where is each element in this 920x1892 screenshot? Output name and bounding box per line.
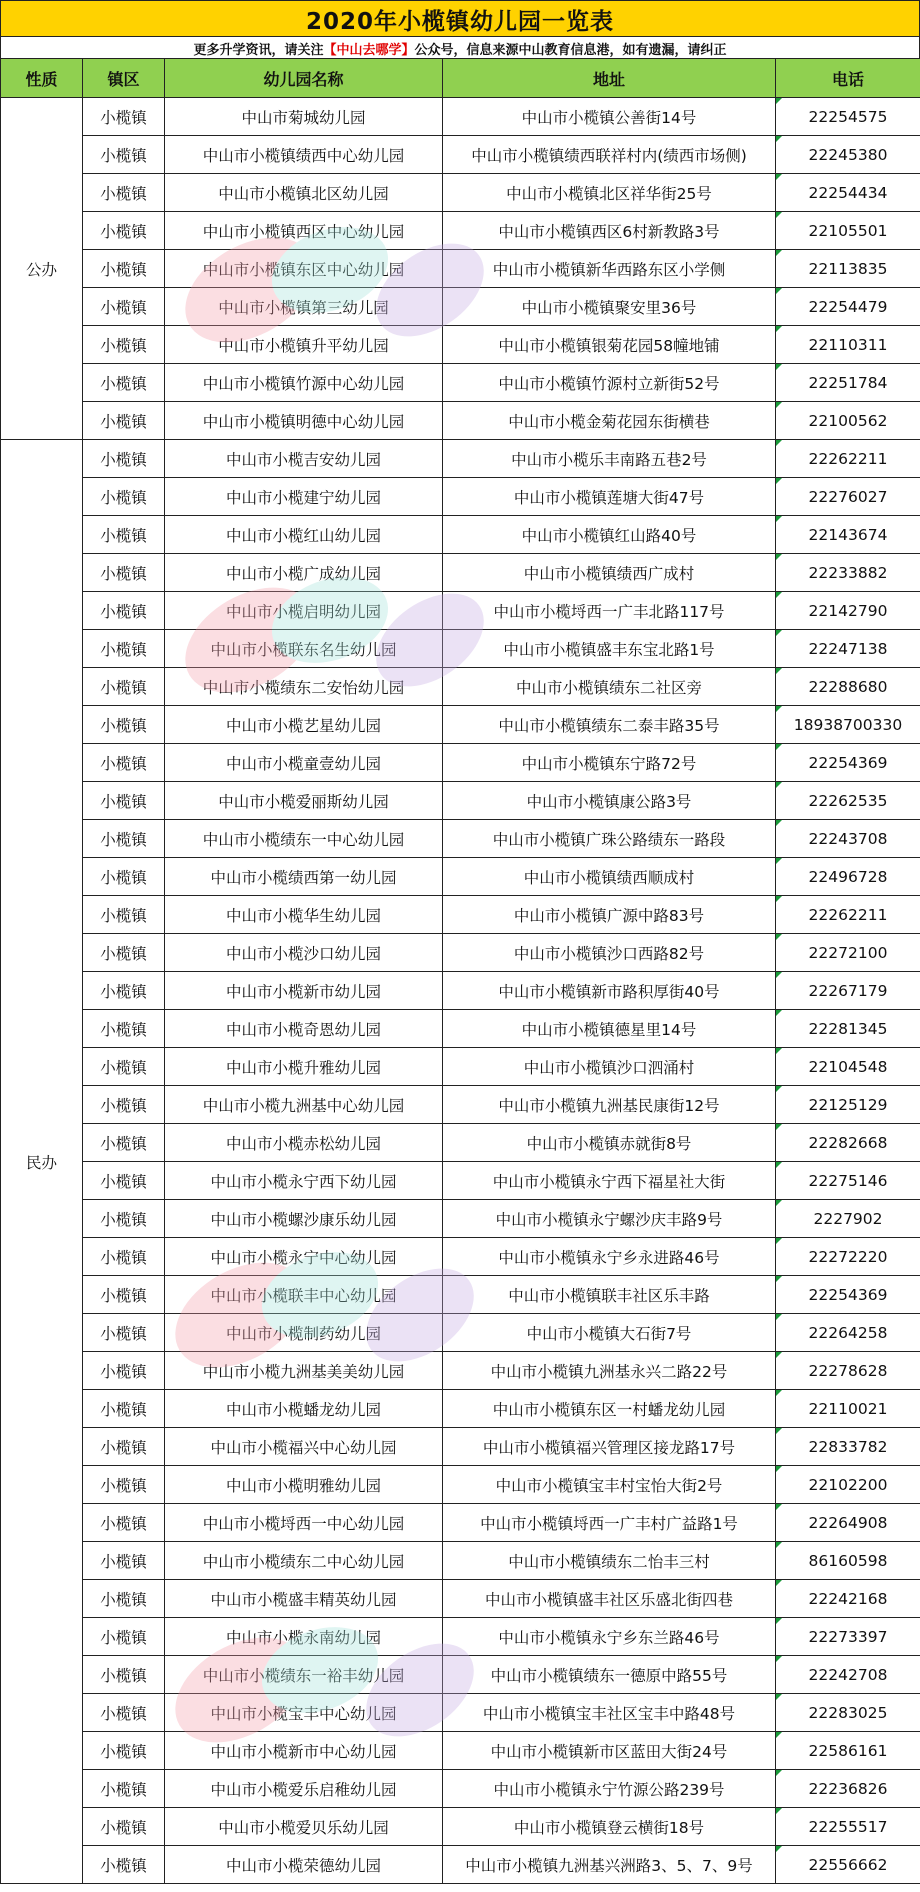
town-cell: 小榄镇 bbox=[83, 364, 165, 402]
table-row bbox=[1, 744, 920, 782]
address-cell: 中山市小榄镇新市路积厚街40号 bbox=[443, 972, 776, 1010]
name-cell: 中山市小榄艺星幼儿园 bbox=[165, 706, 443, 744]
name-cell: 中山市小榄永宁西下幼儿园 bbox=[165, 1162, 443, 1200]
header-town: 镇区 bbox=[83, 59, 165, 98]
town-cell: 小榄镇 bbox=[83, 1770, 165, 1808]
phone-cell: 22242708 bbox=[776, 1656, 920, 1694]
town-cell: 小榄镇 bbox=[83, 858, 165, 896]
address-cell: 中山市小榄镇宝丰村宝怡大街2号 bbox=[443, 1466, 776, 1504]
table-row bbox=[1, 1124, 920, 1162]
address-cell: 中山市小榄镇沙口西路82号 bbox=[443, 934, 776, 972]
address-cell: 中山市小榄镇绩西联祥村内(绩西市场侧) bbox=[443, 136, 776, 174]
town-cell: 小榄镇 bbox=[83, 1580, 165, 1618]
address-cell: 中山市小榄镇永宁乡永进路46号 bbox=[443, 1238, 776, 1276]
phone-cell: 22236826 bbox=[776, 1770, 920, 1808]
name-cell: 中山市小榄镇明德中心幼儿园 bbox=[165, 402, 443, 440]
town-cell: 小榄镇 bbox=[83, 934, 165, 972]
phone-cell: 22272100 bbox=[776, 934, 920, 972]
town-cell: 小榄镇 bbox=[83, 1542, 165, 1580]
town-cell: 小榄镇 bbox=[83, 1048, 165, 1086]
table-row bbox=[1, 250, 920, 288]
name-cell: 中山市小榄建宁幼儿园 bbox=[165, 478, 443, 516]
table-header-row bbox=[1, 59, 920, 98]
phone-cell: 22125129 bbox=[776, 1086, 920, 1124]
kindergarten-table bbox=[0, 58, 920, 1884]
table-row bbox=[1, 288, 920, 326]
page-title: 2020年小榄镇幼儿园一览表 bbox=[0, 0, 920, 37]
phone-cell: 22262535 bbox=[776, 782, 920, 820]
town-cell: 小榄镇 bbox=[83, 1390, 165, 1428]
notice-after: 公众号，信息来源中山教育信息港，如有遗漏，请纠正 bbox=[414, 42, 727, 58]
table-row bbox=[1, 1656, 920, 1694]
town-cell: 小榄镇 bbox=[83, 782, 165, 820]
name-cell: 中山市小榄螺沙康乐幼儿园 bbox=[165, 1200, 443, 1238]
town-cell: 小榄镇 bbox=[83, 1238, 165, 1276]
address-cell: 中山市小榄镇德星里14号 bbox=[443, 1010, 776, 1048]
category-cell: 民办 bbox=[1, 440, 83, 1884]
table-row bbox=[1, 858, 920, 896]
phone-cell: 22251784 bbox=[776, 364, 920, 402]
address-cell: 中山市小榄镇绩东二泰丰路35号 bbox=[443, 706, 776, 744]
town-cell: 小榄镇 bbox=[83, 1732, 165, 1770]
address-cell: 中山市小榄镇东区一村蟠龙幼儿园 bbox=[443, 1390, 776, 1428]
town-cell: 小榄镇 bbox=[83, 1162, 165, 1200]
table-row bbox=[1, 1694, 920, 1732]
table-row bbox=[1, 212, 920, 250]
town-cell: 小榄镇 bbox=[83, 212, 165, 250]
name-cell: 中山市小榄爱贝乐幼儿园 bbox=[165, 1808, 443, 1846]
table-row bbox=[1, 326, 920, 364]
name-cell: 中山市小榄新市幼儿园 bbox=[165, 972, 443, 1010]
town-cell: 小榄镇 bbox=[83, 1086, 165, 1124]
phone-cell: 22262211 bbox=[776, 896, 920, 934]
phone-cell: 22243708 bbox=[776, 820, 920, 858]
address-cell: 中山市小榄镇东宁路72号 bbox=[443, 744, 776, 782]
phone-cell: 22254369 bbox=[776, 1276, 920, 1314]
table-row bbox=[1, 972, 920, 1010]
name-cell: 中山市小榄埒西一中心幼儿园 bbox=[165, 1504, 443, 1542]
town-cell: 小榄镇 bbox=[83, 1618, 165, 1656]
category-cell: 公办 bbox=[1, 98, 83, 440]
table-row bbox=[1, 1504, 920, 1542]
table-row bbox=[1, 1390, 920, 1428]
name-cell: 中山市小榄沙口幼儿园 bbox=[165, 934, 443, 972]
address-cell: 中山市小榄镇福兴管理区接龙路17号 bbox=[443, 1428, 776, 1466]
table-row bbox=[1, 1428, 920, 1466]
address-cell: 中山市小榄镇绩东二社区旁 bbox=[443, 668, 776, 706]
name-cell: 中山市小榄宝丰中心幼儿园 bbox=[165, 1694, 443, 1732]
address-cell: 中山市小榄镇新市区蓝田大街24号 bbox=[443, 1732, 776, 1770]
address-cell: 中山市小榄镇宝丰社区宝丰中路48号 bbox=[443, 1694, 776, 1732]
address-cell: 中山市小榄镇九洲基民康街12号 bbox=[443, 1086, 776, 1124]
address-cell: 中山市小榄镇永宁竹源公路239号 bbox=[443, 1770, 776, 1808]
address-cell: 中山市小榄镇登云横街18号 bbox=[443, 1808, 776, 1846]
town-cell: 小榄镇 bbox=[83, 1694, 165, 1732]
name-cell: 中山市小榄爱丽斯幼儿园 bbox=[165, 782, 443, 820]
address-cell: 中山市小榄镇盛丰东宝北路1号 bbox=[443, 630, 776, 668]
name-cell: 中山市小榄盛丰精英幼儿园 bbox=[165, 1580, 443, 1618]
phone-cell: 22288680 bbox=[776, 668, 920, 706]
address-cell: 中山市小榄镇康公路3号 bbox=[443, 782, 776, 820]
town-cell: 小榄镇 bbox=[83, 1656, 165, 1694]
table-row bbox=[1, 1238, 920, 1276]
name-cell: 中山市小榄吉安幼儿园 bbox=[165, 440, 443, 478]
table-row bbox=[1, 630, 920, 668]
phone-cell: 22104548 bbox=[776, 1048, 920, 1086]
phone-cell: 22276027 bbox=[776, 478, 920, 516]
town-cell: 小榄镇 bbox=[83, 288, 165, 326]
table-row bbox=[1, 1276, 920, 1314]
town-cell: 小榄镇 bbox=[83, 972, 165, 1010]
phone-cell: 22113835 bbox=[776, 250, 920, 288]
table-row bbox=[1, 1466, 920, 1504]
name-cell: 中山市小榄福兴中心幼儿园 bbox=[165, 1428, 443, 1466]
phone-cell: 22267179 bbox=[776, 972, 920, 1010]
name-cell: 中山市小榄联丰中心幼儿园 bbox=[165, 1276, 443, 1314]
table-row bbox=[1, 1808, 920, 1846]
phone-cell: 22496728 bbox=[776, 858, 920, 896]
address-cell: 中山市小榄乐丰南路五巷2号 bbox=[443, 440, 776, 478]
name-cell: 中山市小榄镇竹源中心幼儿园 bbox=[165, 364, 443, 402]
header-address: 地址 bbox=[443, 59, 776, 98]
phone-cell: 22142790 bbox=[776, 592, 920, 630]
address-cell: 中山市小榄镇广珠公路绩东一路段 bbox=[443, 820, 776, 858]
table-row bbox=[1, 1580, 920, 1618]
name-cell: 中山市小榄华生幼儿园 bbox=[165, 896, 443, 934]
table-row bbox=[1, 1162, 920, 1200]
table-row bbox=[1, 364, 920, 402]
name-cell: 中山市小榄明雅幼儿园 bbox=[165, 1466, 443, 1504]
phone-cell: 22254575 bbox=[776, 98, 920, 136]
phone-cell: 22278628 bbox=[776, 1352, 920, 1390]
address-cell: 中山市小榄镇沙口泗涌村 bbox=[443, 1048, 776, 1086]
town-cell: 小榄镇 bbox=[83, 1504, 165, 1542]
address-cell: 中山市小榄镇竹源村立新街52号 bbox=[443, 364, 776, 402]
table-row bbox=[1, 934, 920, 972]
name-cell: 中山市小榄镇绩西中心幼儿园 bbox=[165, 136, 443, 174]
phone-cell: 22110021 bbox=[776, 1390, 920, 1428]
phone-cell: 22110311 bbox=[776, 326, 920, 364]
header-nature: 性质 bbox=[1, 59, 83, 98]
town-cell: 小榄镇 bbox=[83, 516, 165, 554]
town-cell: 小榄镇 bbox=[83, 136, 165, 174]
phone-cell: 22275146 bbox=[776, 1162, 920, 1200]
name-cell: 中山市小榄广成幼儿园 bbox=[165, 554, 443, 592]
address-cell: 中山市小榄镇绩西顺成村 bbox=[443, 858, 776, 896]
phone-cell: 22273397 bbox=[776, 1618, 920, 1656]
name-cell: 中山市小榄镇北区幼儿园 bbox=[165, 174, 443, 212]
notice-highlight: 【中山去哪学】 bbox=[323, 42, 415, 58]
address-cell: 中山市小榄镇新华西路东区小学侧 bbox=[443, 250, 776, 288]
name-cell: 中山市小榄奇恩幼儿园 bbox=[165, 1010, 443, 1048]
phone-cell: 86160598 bbox=[776, 1542, 920, 1580]
town-cell: 小榄镇 bbox=[83, 554, 165, 592]
phone-cell: 22254434 bbox=[776, 174, 920, 212]
town-cell: 小榄镇 bbox=[83, 98, 165, 136]
name-cell: 中山市小榄镇东区中心幼儿园 bbox=[165, 250, 443, 288]
town-cell: 小榄镇 bbox=[83, 630, 165, 668]
address-cell: 中山市小榄金菊花园东街横巷 bbox=[443, 402, 776, 440]
phone-cell: 18938700330 bbox=[776, 706, 920, 744]
address-cell: 中山市小榄镇公善街14号 bbox=[443, 98, 776, 136]
table-row bbox=[1, 592, 920, 630]
phone-cell: 22281345 bbox=[776, 1010, 920, 1048]
address-cell: 中山市小榄镇永宁西下福星社大街 bbox=[443, 1162, 776, 1200]
phone-cell: 22254479 bbox=[776, 288, 920, 326]
town-cell: 小榄镇 bbox=[83, 1010, 165, 1048]
address-cell: 中山市小榄镇绩东二怡丰三村 bbox=[443, 1542, 776, 1580]
name-cell: 中山市小榄绩东一中心幼儿园 bbox=[165, 820, 443, 858]
town-cell: 小榄镇 bbox=[83, 1352, 165, 1390]
table-row bbox=[1, 1010, 920, 1048]
table-row bbox=[1, 1200, 920, 1238]
phone-cell: 22255517 bbox=[776, 1808, 920, 1846]
name-cell: 中山市小榄永南幼儿园 bbox=[165, 1618, 443, 1656]
phone-cell: 22245380 bbox=[776, 136, 920, 174]
name-cell: 中山市小榄九洲基美美幼儿园 bbox=[165, 1352, 443, 1390]
phone-cell: 22102200 bbox=[776, 1466, 920, 1504]
phone-cell: 22586161 bbox=[776, 1732, 920, 1770]
name-cell: 中山市小榄镇第三幼儿园 bbox=[165, 288, 443, 326]
phone-cell: 22100562 bbox=[776, 402, 920, 440]
table-row bbox=[1, 1314, 920, 1352]
name-cell: 中山市小榄启明幼儿园 bbox=[165, 592, 443, 630]
table-row bbox=[1, 440, 920, 478]
town-cell: 小榄镇 bbox=[83, 706, 165, 744]
address-cell: 中山市小榄镇赤就街8号 bbox=[443, 1124, 776, 1162]
address-cell: 中山市小榄镇绩西广成村 bbox=[443, 554, 776, 592]
address-cell: 中山市小榄镇盛丰社区乐盛北街四巷 bbox=[443, 1580, 776, 1618]
name-cell: 中山市小榄荣德幼儿园 bbox=[165, 1846, 443, 1884]
address-cell: 中山市小榄镇聚安里36号 bbox=[443, 288, 776, 326]
address-cell: 中山市小榄镇绩东一德原中路55号 bbox=[443, 1656, 776, 1694]
town-cell: 小榄镇 bbox=[83, 478, 165, 516]
name-cell: 中山市菊城幼儿园 bbox=[165, 98, 443, 136]
table-row bbox=[1, 1048, 920, 1086]
address-cell: 中山市小榄镇九洲基兴洲路3、5、7、9号 bbox=[443, 1846, 776, 1884]
town-cell: 小榄镇 bbox=[83, 326, 165, 364]
table-row bbox=[1, 896, 920, 934]
table-row bbox=[1, 1732, 920, 1770]
town-cell: 小榄镇 bbox=[83, 592, 165, 630]
table-row bbox=[1, 478, 920, 516]
phone-cell: 22556662 bbox=[776, 1846, 920, 1884]
phone-cell: 22282668 bbox=[776, 1124, 920, 1162]
phone-cell: 22262211 bbox=[776, 440, 920, 478]
name-cell: 中山市小榄制药幼儿园 bbox=[165, 1314, 443, 1352]
address-cell: 中山市小榄镇莲塘大街47号 bbox=[443, 478, 776, 516]
address-cell: 中山市小榄镇银菊花园58幢地铺 bbox=[443, 326, 776, 364]
name-cell: 中山市小榄升雅幼儿园 bbox=[165, 1048, 443, 1086]
table-row bbox=[1, 1770, 920, 1808]
town-cell: 小榄镇 bbox=[83, 1124, 165, 1162]
town-cell: 小榄镇 bbox=[83, 668, 165, 706]
name-cell: 中山市小榄九洲基中心幼儿园 bbox=[165, 1086, 443, 1124]
name-cell: 中山市小榄爱乐启稚幼儿园 bbox=[165, 1770, 443, 1808]
phone-cell: 22254369 bbox=[776, 744, 920, 782]
address-cell: 中山市小榄镇广源中路83号 bbox=[443, 896, 776, 934]
table-row bbox=[1, 820, 920, 858]
name-cell: 中山市小榄镇西区中心幼儿园 bbox=[165, 212, 443, 250]
address-cell: 中山市小榄镇埒西一广丰村广益路1号 bbox=[443, 1504, 776, 1542]
table-row bbox=[1, 174, 920, 212]
address-cell: 中山市小榄镇西区6村新教路3号 bbox=[443, 212, 776, 250]
phone-cell: 22247138 bbox=[776, 630, 920, 668]
address-cell: 中山市小榄镇北区祥华街25号 bbox=[443, 174, 776, 212]
table-body bbox=[1, 98, 920, 1884]
town-cell: 小榄镇 bbox=[83, 1276, 165, 1314]
address-cell: 中山市小榄镇大石街7号 bbox=[443, 1314, 776, 1352]
phone-cell: 22143674 bbox=[776, 516, 920, 554]
name-cell: 中山市小榄镇升平幼儿园 bbox=[165, 326, 443, 364]
phone-cell: 22283025 bbox=[776, 1694, 920, 1732]
address-cell: 中山市小榄埒西一广丰北路117号 bbox=[443, 592, 776, 630]
table-row bbox=[1, 1352, 920, 1390]
town-cell: 小榄镇 bbox=[83, 1200, 165, 1238]
notice-line bbox=[0, 36, 920, 59]
address-cell: 中山市小榄镇九洲基永兴二路22号 bbox=[443, 1352, 776, 1390]
address-cell: 中山市小榄镇红山路40号 bbox=[443, 516, 776, 554]
name-cell: 中山市小榄绩东二安怡幼儿园 bbox=[165, 668, 443, 706]
phone-cell: 22833782 bbox=[776, 1428, 920, 1466]
town-cell: 小榄镇 bbox=[83, 896, 165, 934]
header-name: 幼儿园名称 bbox=[165, 59, 443, 98]
notice-before: 更多升学资讯，请关注 bbox=[193, 42, 324, 58]
phone-cell: 22233882 bbox=[776, 554, 920, 592]
town-cell: 小榄镇 bbox=[83, 1466, 165, 1504]
table-row bbox=[1, 1846, 920, 1884]
town-cell: 小榄镇 bbox=[83, 402, 165, 440]
address-cell: 中山市小榄镇永宁乡东兰路46号 bbox=[443, 1618, 776, 1656]
header-phone: 电话 bbox=[776, 59, 920, 98]
name-cell: 中山市小榄绩东二中心幼儿园 bbox=[165, 1542, 443, 1580]
name-cell: 中山市小榄联东名生幼儿园 bbox=[165, 630, 443, 668]
town-cell: 小榄镇 bbox=[83, 1314, 165, 1352]
table-row bbox=[1, 402, 920, 440]
name-cell: 中山市小榄绩西第一幼儿园 bbox=[165, 858, 443, 896]
name-cell: 中山市小榄赤松幼儿园 bbox=[165, 1124, 443, 1162]
name-cell: 中山市小榄新市中心幼儿园 bbox=[165, 1732, 443, 1770]
name-cell: 中山市小榄红山幼儿园 bbox=[165, 516, 443, 554]
name-cell: 中山市小榄永宁中心幼儿园 bbox=[165, 1238, 443, 1276]
phone-cell: 2227902 bbox=[776, 1200, 920, 1238]
phone-cell: 22264258 bbox=[776, 1314, 920, 1352]
town-cell: 小榄镇 bbox=[83, 440, 165, 478]
table-row bbox=[1, 554, 920, 592]
name-cell: 中山市小榄绩东一裕丰幼儿园 bbox=[165, 1656, 443, 1694]
name-cell: 中山市小榄蟠龙幼儿园 bbox=[165, 1390, 443, 1428]
table-row bbox=[1, 136, 920, 174]
town-cell: 小榄镇 bbox=[83, 1846, 165, 1884]
phone-cell: 22242168 bbox=[776, 1580, 920, 1618]
table-row bbox=[1, 706, 920, 744]
phone-cell: 22264908 bbox=[776, 1504, 920, 1542]
town-cell: 小榄镇 bbox=[83, 174, 165, 212]
phone-cell: 22272220 bbox=[776, 1238, 920, 1276]
address-cell: 中山市小榄镇永宁螺沙庆丰路9号 bbox=[443, 1200, 776, 1238]
town-cell: 小榄镇 bbox=[83, 1808, 165, 1846]
town-cell: 小榄镇 bbox=[83, 1428, 165, 1466]
table-row bbox=[1, 98, 920, 136]
table-row bbox=[1, 1086, 920, 1124]
phone-cell: 22105501 bbox=[776, 212, 920, 250]
address-cell: 中山市小榄镇联丰社区乐丰路 bbox=[443, 1276, 776, 1314]
table-row bbox=[1, 668, 920, 706]
town-cell: 小榄镇 bbox=[83, 250, 165, 288]
table-row bbox=[1, 1618, 920, 1656]
town-cell: 小榄镇 bbox=[83, 820, 165, 858]
table-row bbox=[1, 782, 920, 820]
name-cell: 中山市小榄童壹幼儿园 bbox=[165, 744, 443, 782]
table-row bbox=[1, 516, 920, 554]
town-cell: 小榄镇 bbox=[83, 744, 165, 782]
table-row bbox=[1, 1542, 920, 1580]
